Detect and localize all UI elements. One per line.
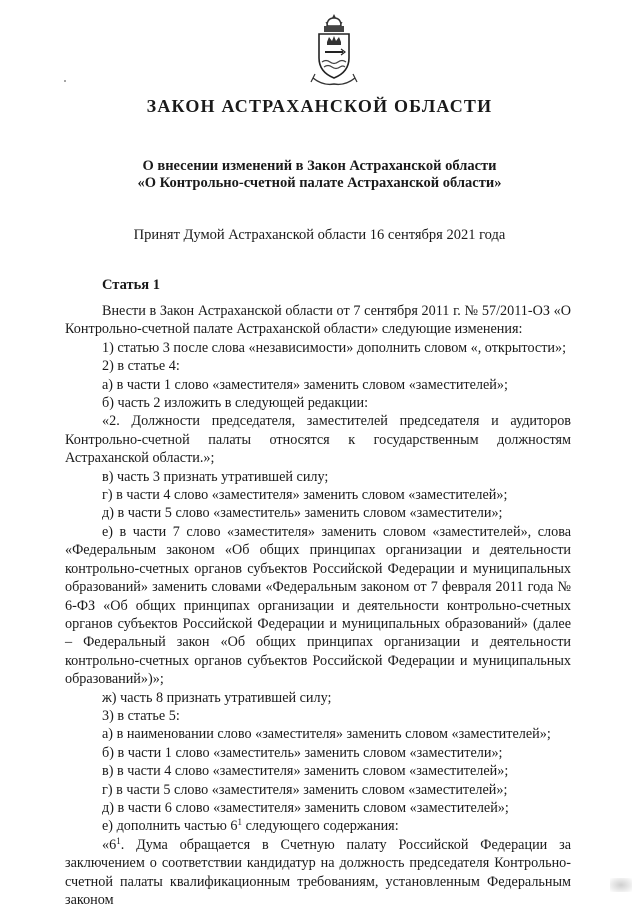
- paragraph: 1) статью 3 после слова «независимости» дополнить словом «, открытости»;: [102, 339, 567, 356]
- subtitle-line-2: «О Контрольно-счетной палате Астраханской области»: [137, 175, 502, 191]
- superscript: 1: [116, 835, 121, 846]
- paragraph: в) часть 3 признать утратившей силу;: [102, 468, 329, 485]
- paragraph: а) в части 1 слово «заместителя» заменить словом «заместителей»;: [102, 376, 508, 393]
- paragraph: Внести в Закон Астраханской области от 7 сентября 2011 г. № 57/2011-ОЗ «О Контрольно-счетной палате Астраханской области» следующие изменения:: [65, 303, 571, 338]
- paragraph: г) в части 5 слово «заместителя» заменить словом «заместителей»;: [102, 781, 508, 798]
- paragraph: 2) в статье 4:: [102, 358, 180, 375]
- article-heading: Статья 1: [102, 277, 160, 293]
- superscript: 1: [237, 817, 243, 828]
- subtitle-line-1: О внесении изменений в Закон Астраханской области: [142, 158, 497, 174]
- article-body: [65, 302, 571, 909]
- paragraph: е) в части 7 слово «заместителя» заменить словом «заместителей», слова «Федеральным законом «Об общих принципах организации и деятельности контрольно-счетных органов субъектов Российской Федерации и муниципальных образований» заменить словами «Федеральным законом от 7 февраля 2011 года № 6-ФЗ «Об общих принципах организации и деятельности контрольно-счетных органов субъектов Российской Федерации и муниципальных образований» (далее – Федеральный закон «Об общих принципах организации и деятельности контрольно-счетных органов субъектов Российской Федерации и муниципальных образований»)»;: [65, 523, 571, 688]
- paragraph: 3) в статье 5:: [102, 707, 180, 724]
- paragraph: д) в части 6 слово «заместителя» заменить словом «заместителей»;: [102, 799, 509, 816]
- paragraph: д) в части 5 слово «заместитель» заменить словом «заместители»;: [102, 505, 503, 522]
- paragraph-text: . Дума обращается в Счетную палату Российской Федерации за заключением о соответствии кандидатур на должность председателя Контрольно-счетной палаты квалификационным требованиям, установленным Федеральным законом: [65, 836, 571, 908]
- scan-speck: [64, 80, 66, 82]
- paragraph-text: «6: [102, 836, 117, 853]
- paragraph: б) часть 2 изложить в следующей редакции:: [102, 395, 369, 412]
- paragraph: в) в части 4 слово «заместителя» заменить словом «заместителей»;: [102, 763, 509, 780]
- paragraph: а) в наименовании слово «заместителя» заменить словом «заместителей»;: [102, 726, 551, 743]
- paragraph: «2. Должности председателя, заместителей председателя и аудиторов Контрольно-счетной палаты относятся к государственным должностям Астраханской области.»;: [65, 413, 571, 467]
- astrakhan-coat-of-arms-icon: [305, 12, 363, 90]
- paragraph: [65, 836, 571, 909]
- adoption-date: Принят Думой Астраханской области 16 сентября 2021 года: [133, 227, 506, 243]
- paragraph: ж) часть 8 признать утратившей силу;: [102, 689, 332, 706]
- document-title: ЗАКОН АСТРАХАНСКОЙ ОБЛАСТИ: [146, 96, 493, 116]
- paragraph: г) в части 4 слово «заместителя» заменить словом «заместителей»;: [102, 487, 508, 504]
- paragraph-text: е) дополнить частью 6: [102, 818, 238, 835]
- law-subtitle: [0, 158, 639, 192]
- paragraph-text: следующего содержания:: [242, 818, 399, 835]
- paragraph: б) в части 1 слово «заместитель» заменить словом «заместители»;: [102, 744, 503, 761]
- scan-smudge: [610, 878, 632, 892]
- paragraph: [65, 817, 571, 835]
